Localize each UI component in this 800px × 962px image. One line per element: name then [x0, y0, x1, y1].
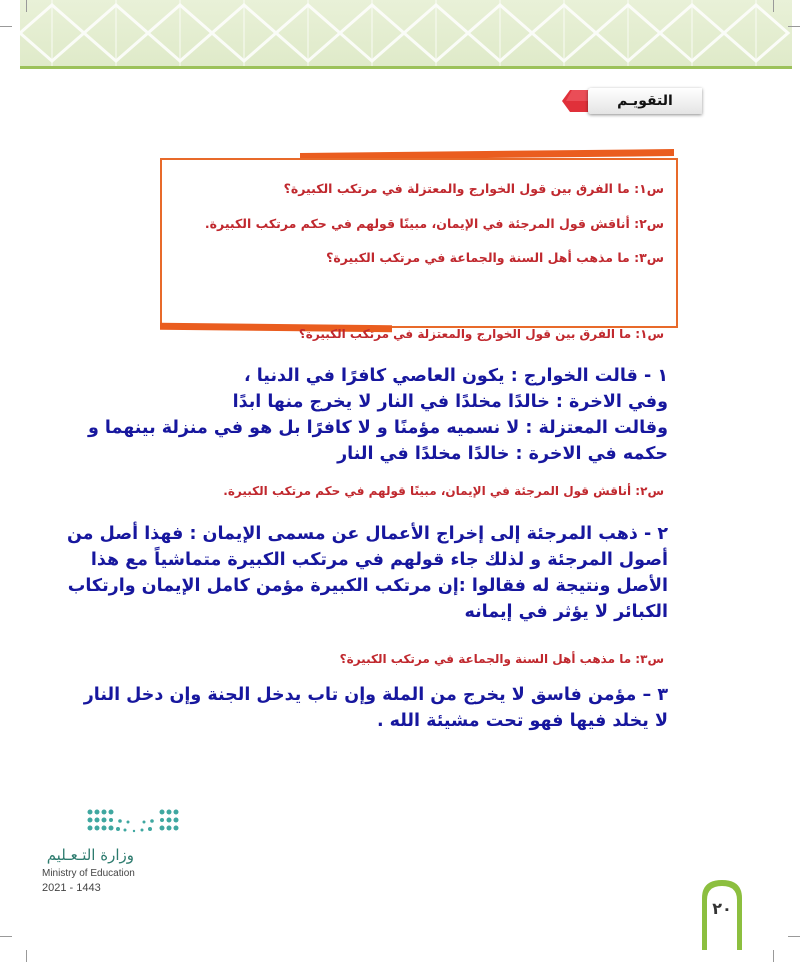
answer-line: الأصل ونتيجة له فقالوا :إن مرتكب الكبيرة مؤمن كامل الإيمان وارتكاب	[67, 576, 668, 596]
edition-year: 2021 - 1443	[42, 882, 101, 894]
answer-line: ٣ – مؤمن فاسق لا يخرج من الملة وإن تاب يدخل الجنة وإن دخل النار	[83, 685, 668, 705]
crop-mark	[26, 0, 27, 12]
answer-line: أصول المرجئة و لذلك جاء قولهم في مرتكب الكبيرة متماشياً مع هذا	[90, 550, 668, 570]
answer-question-label: س٢: أناقش قول المرجئة في الإيمان، مبينًا قولهم في حكم مرتكب الكبيرة.	[223, 484, 664, 498]
section-title: التقويـم	[617, 93, 673, 109]
section-heading	[588, 88, 702, 114]
crop-mark	[788, 26, 800, 27]
answer-question-label: س٣: ما مذهب أهل السنة والجماعة في مرتكب الكبيرة؟	[339, 652, 664, 666]
crop-mark	[0, 936, 12, 937]
review-question-1: س١: ما الفرق بين قول الخوارج والمعتزلة في مرتكب الكبيرة؟	[283, 181, 664, 196]
crop-mark	[0, 26, 12, 27]
decorative-banner	[20, 0, 792, 69]
answer-line: الكبائر لا يؤثر في إيمانه	[464, 602, 668, 622]
review-question-3: س٣: ما مذهب أهل السنة والجماعة في مرتكب الكبيرة؟	[326, 250, 664, 265]
answer-line: ٢ - ذهب المرجئة إلى إخراج الأعمال عن مسمى الإيمان : فهذا أصل من	[66, 524, 668, 544]
ministry-dots-icon	[82, 806, 222, 842]
ministry-logo	[42, 806, 202, 901]
crop-mark	[773, 0, 774, 12]
crop-mark	[788, 936, 800, 937]
answer-question-label: س١: ما الفرق بين قول الخوارج والمعتزلة في مرتكب الكبيرة؟	[298, 327, 664, 341]
answer-line: وقالت المعتزلة : لا نسميه مؤمنًا و لا كافرًا بل هو في منزلة بينهما و	[87, 418, 668, 438]
page-number: ٢٠	[712, 899, 732, 918]
arabesque-pattern-icon	[20, 0, 792, 66]
crop-mark	[26, 950, 27, 962]
answer-line: وفي الاخرة : خالدًا مخلدًا في النار لا يخرج منها ابدًا	[232, 392, 668, 412]
heading-arrow-icon	[562, 88, 590, 114]
review-question-2: س٢: أناقش قول المرجئة في الإيمان، مبينًا قولهم في حكم مرتكب الكبيرة.	[204, 216, 664, 231]
crop-mark	[773, 950, 774, 962]
ministry-name-ar: وزارة التـعـليم	[46, 846, 134, 864]
answer-line: حكمه في الاخرة : خالدًا مخلدًا في النار	[337, 444, 668, 464]
ministry-name-en: Ministry of Education	[42, 868, 135, 879]
answer-line: لا يخلد فيها فهو تحت مشيئة الله .	[376, 711, 668, 731]
answer-line: ١ - قالت الخوارج : يكون العاصي كافرًا في الدنيا ،	[244, 366, 668, 386]
